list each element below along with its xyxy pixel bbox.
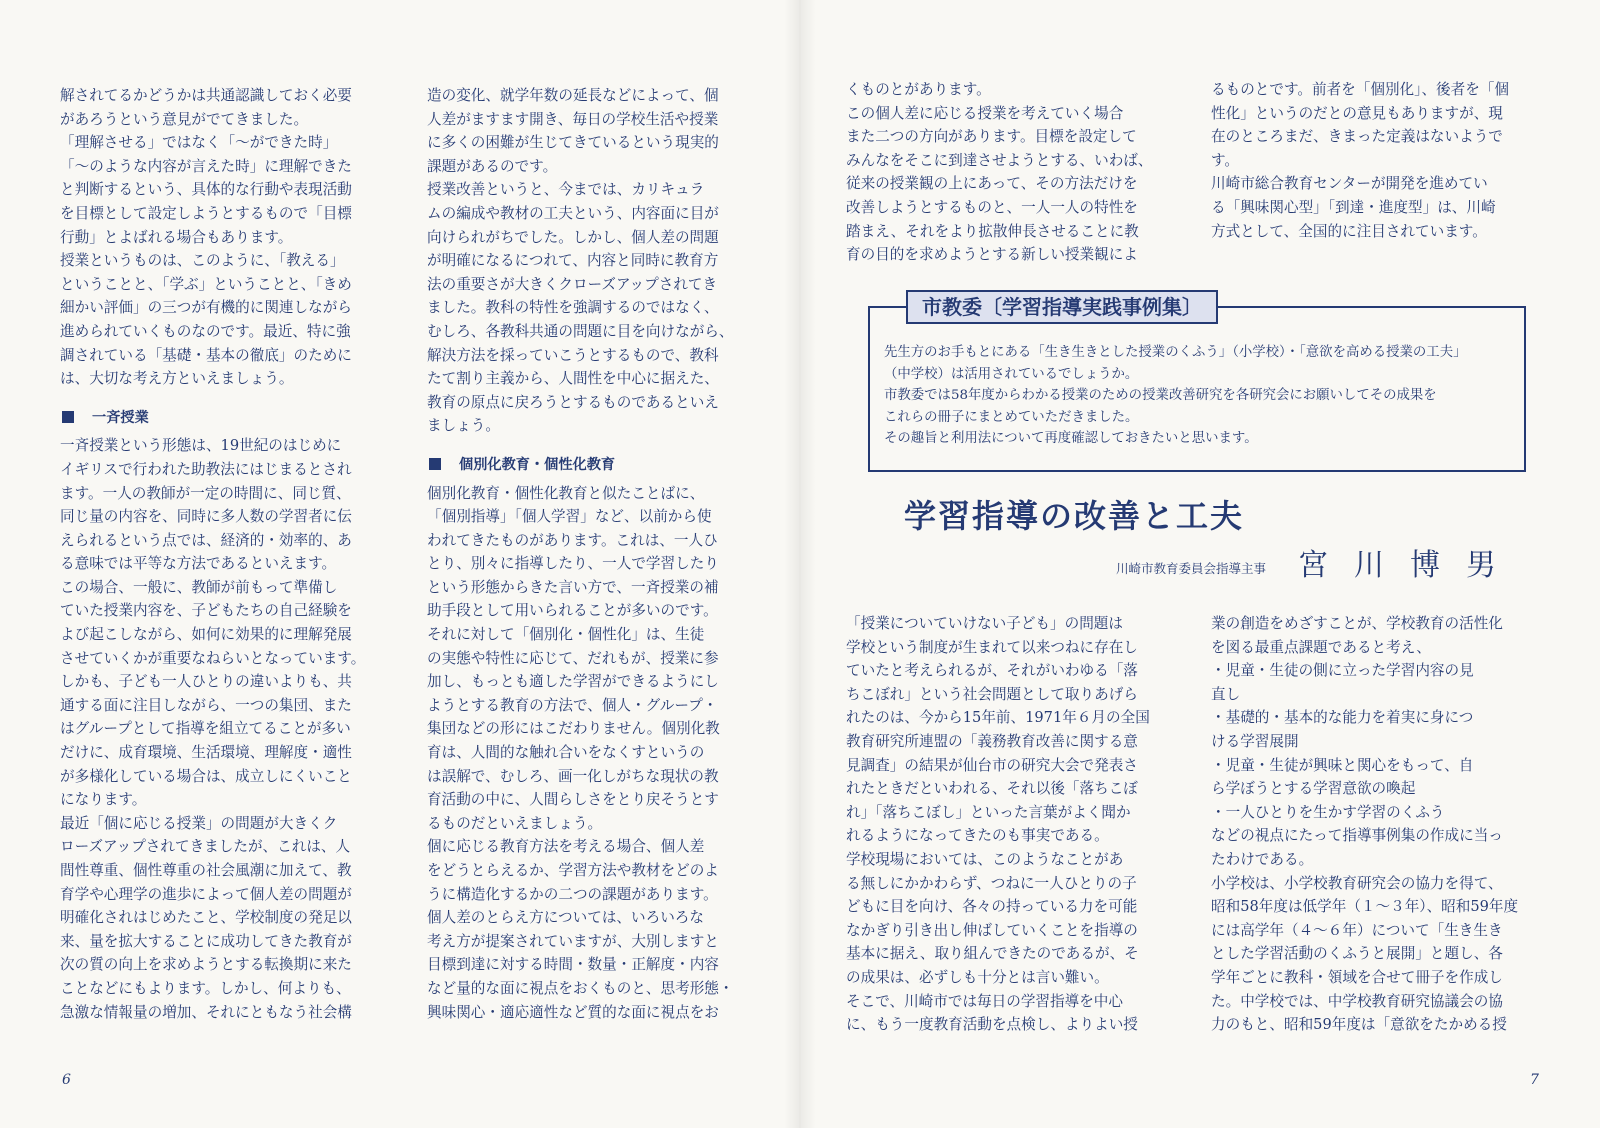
text-line: ・基礎的・基本的な能力を着実に身につ [1211,709,1474,727]
left-page-column-2 [427,84,762,1024]
section-heading-issei: 一斉授業 [60,407,395,431]
text-line: ていたと考えられるが、それがいわゆる「落 [846,662,1138,680]
text-line: だけに、成育環境、生活環境、理解度・適性 [60,744,352,762]
text-line: ける学習展開 [1211,732,1299,750]
text-line: ことなどにもよります。しかし、何よりも、 [60,979,351,997]
text-line: 力のもと、昭和59年度は「意欲をたかめる授 [1211,1016,1507,1034]
text-line: とり、別々に指導したり、一人で学習したり [427,555,719,573]
text-line: が多様化している場合は、成立しにくいこと [60,767,352,785]
text-line: 目標到達に対する時間・数量・正解度・内容 [427,956,719,974]
text-line: ら学ぼうとする学習意欲の喚起 [1211,780,1416,798]
text-line: る無しにかかわらず、つねに一人ひとりの子 [846,874,1137,892]
text-line: ・児童・生徒の側に立った学習内容の見 [1211,662,1474,680]
text-line: うに構造化するかの二つの課題があります。 [427,885,718,903]
text-line: 造の変化、就学年数の延長などによって、個 [427,87,719,104]
text-line: それに対して「個別化・個性化」は、生徒 [427,626,705,644]
section-heading-kobetsuka: 個別化教育・個性化教育 [427,454,762,478]
text-line: ます。一人の教師が一定の時間に、同じ質、 [60,484,351,502]
notice-box-text [884,342,1514,450]
text-line: るものとです。前者を「個別化」、後者を「個 [1211,81,1510,98]
text-line: を目標として設定しようとするもので「目標 [60,204,352,222]
text-line: 助手段として用いられることが多いのです。 [427,602,718,620]
text-line: 「理解させる」ではなく「～ができた時」 [60,134,338,152]
notice-box-title: 市教委〔学習指導実践事例集〕 [906,290,1218,324]
text-line: 学校という制度が生まれて以来つねに存在し [846,638,1138,656]
text-line: 育学や心理学の進歩によって個人差の問題が [60,885,352,903]
text-line: 考え方が提案されていますが、大別しますと [427,932,719,950]
text-line: 細かい評価」の三つが有機的に関連しながら [60,299,352,317]
text-line: る「興味関心型」「到達・進度型」は、川崎 [1211,198,1496,216]
text-line: 教育の原点に戻ろうとするものであるといえ [427,393,719,411]
text-line: をどうとらえるか、学習方法や教材をどのよ [427,862,719,879]
text-line: ローズアップされてきましたが、これは、人 [60,838,351,856]
square-bullet-icon [429,458,441,470]
text-line: の実態や特性に応じて、だれもが、授業に参 [427,649,719,667]
page-number-left: 6 [62,1072,71,1088]
text-line: と判断するという、具体的な行動や表現活動 [60,181,352,199]
text-line: た。中学校では、中学校教育研究協議会の協 [1211,992,1503,1010]
author-role: 川崎市教育委員会指導主事 [1116,561,1267,576]
square-bullet-icon [62,411,74,423]
text-line: ムの編成や教材の工夫という、内容面に目が [427,204,719,222]
text-line: 「授業についていけない子ども」の問題は [846,615,1123,632]
text-line: 通する面に注目しながら、一つの集団、また [60,696,352,714]
article-column-2 [1211,612,1541,1037]
text-line: れるようになってきたのも事実である。 [846,827,1109,845]
text-line: には高学年（４～６年）について「生き生き [1211,921,1503,939]
text-line: 間性尊重、個性尊重の社会風潮に加えて、教 [60,862,352,879]
text-line: 興味関心・適応適性など質的な面に視点をお [427,1003,719,1021]
text-line: 次の質の向上を求めようとする転換期に来た [60,956,352,974]
text-line: 市教委では58年度からわかる授業のための授業改善研究を各研究会にお願いしてその成果を [884,388,1437,403]
text-line: 直し [1211,685,1241,703]
text-line: 法の重要さが大きくクローズアップされてき [427,275,718,293]
text-line: を図る最重点課題であると考え、 [1211,638,1431,656]
text-line: みんなをそこに到達させようとする、いわば、 [846,151,1153,169]
text-line: 育の目的を求めようとする新しい授業観によ [846,246,1138,264]
text-line: ということと、「学ぶ」ということと、「きめ [60,275,352,293]
text-line: ようとする教育の方法で、個人・グループ・ [427,696,718,714]
article-title: 学習指導の改善と工夫 [904,497,1245,535]
text-line: しかも、子ども一人ひとりの違いよりも、共 [60,673,352,691]
text-line: ていた授業内容を、子どもたちの自己経験を [60,602,352,620]
text-line: どもに目を向け、各々の持っている力を可能 [846,898,1138,916]
text-line: ・児童・生徒が興味と関心をもって、自 [1211,756,1474,774]
text-line: 解されてるかどうかは共通認識しておく必要 [60,87,352,104]
text-line: など量的な面に視点をおくものと、思考形態・ [427,979,734,997]
text-line: 集団などの形にはこだわりません。個別化教 [427,720,720,738]
text-line: るものだといえましょう。 [427,814,603,832]
text-line: 「個別指導」「個人学習」など、以前から使 [427,508,712,526]
text-line: 教育研究所連盟の「義務教育改善に関する意 [846,732,1138,750]
text-line: くものとがあります。 [846,81,991,98]
text-line: 在のところまだ、きまった定義はないようで [1211,128,1503,146]
text-line: に、もう一度教育活動を点検し、よりよい授 [846,1016,1138,1034]
text-line: この個人差に応じる授業を考えていく場合 [846,104,1124,122]
text-line: 川崎市総合教育センターが開発を進めてい [1211,175,1488,193]
text-line: 最近「個に応じる授業」の問題が大きくク [60,814,338,832]
text-line: 加し、もっとも適した学習ができるようにし [427,673,719,691]
text-line: 方式として、全国的に注目されています。 [1211,222,1487,240]
text-line: 個人差のとらえ方については、いろいろな [427,909,704,927]
text-line: えられるという点では、経済的・効率的、あ [60,531,352,549]
text-line: 育は、人間的な触れ合いをなくすというの [427,744,705,762]
text-line: はグループとして指導を組立てることが多い [60,720,351,738]
text-line: 従来の授業観の上にあって、その方法だけを [846,175,1138,193]
text-line: 行動」とよばれる場合もあります。 [60,228,293,246]
right-page-column-1 [846,78,1176,267]
text-line: 来、量を拡大することに成功してきた教育が [60,932,352,950]
text-line: れたのは、今から15年前、1971年６月の全国 [846,709,1150,727]
text-line: 改善しようとするものと、一人一人の特性を [846,198,1138,216]
text-line: 業の創造をめざすことが、学校教育の活性化 [1211,615,1503,632]
text-line: よび起こしながら、如何に効果的に理解発展 [60,626,352,644]
author-name: 宮川博男 [1298,548,1522,583]
text-line: 「～のような内容が言えた時」に理解できた [60,157,352,175]
text-line: 解決方法を採っていこうとするもので、教科 [427,346,719,364]
text-line: 一斉授業という形態は、19世紀のはじめに [60,437,342,455]
text-line: そこで、川崎市では毎日の学習指導を中心 [846,992,1123,1010]
text-line: 明確化されはじめたこと、学校制度の発足以 [60,909,352,927]
text-line: 授業というものは、このように、「教える」 [60,252,345,270]
text-line: 踏まえ、それをより拡散伸長させることに教 [846,222,1139,240]
text-line: 性化」というのだとの意見もありますが、現 [1211,104,1503,122]
text-line: （中学校）は活用されているでしょうか。 [884,366,1139,382]
text-line: われてきたものがあります。これは、一人ひ [427,531,718,549]
text-line: 学年ごとに教科・領域を合せて冊子を作成し [1211,968,1503,986]
text-line: などの視点にたって指導事例集の作成に当っ [1211,827,1503,845]
text-line: になります。 [60,791,147,809]
text-line: ました。教科の特性を強調するのではなく、 [427,299,719,317]
text-line: 進められていくものなのです。最近、特に強 [60,322,351,340]
text-line: ましょう。 [427,417,500,435]
text-line: とした学習活動のくふうと展開」と題し、各 [1211,945,1503,963]
text-line: 急激な情報量の増加、それにともなう社会構 [60,1003,352,1021]
text-line: これらの冊子にまとめていただきました。 [884,409,1139,425]
page-number-right: 7 [1530,1072,1539,1088]
text-line: の成果は、必ずしも十分とは言い難い。 [846,968,1109,986]
text-line: 調されている「基礎・基本の徹底」のために [60,346,352,364]
text-line: なかぎり引き出し伸ばしていくことを指導の [846,921,1138,939]
text-line: 向けられがちでした。しかし、個人差の問題 [427,228,719,246]
right-page-column-2 [1211,78,1541,243]
text-line: イギリスで行われた助教法にはじまるとされ [60,460,352,478]
text-line: この場合、一般に、教師が前もって準備し [60,578,338,596]
text-line: す。 [1211,151,1240,169]
text-line: また二つの方向があります。目標を設定して [846,128,1137,146]
text-line: は、大切な考え方といえましょう。 [60,370,294,388]
text-line: 先生方のお手もとにある「生き生きとした授業のくふう」（小学校）・「意欲を高める授業の工夫」 [884,345,1467,360]
text-line: れたときだといわれる、それ以後「落ちこぼ [846,780,1138,798]
text-line: 課題があるのです。 [427,157,558,175]
text-line: 小学校は、小学校教育研究会の協力を得て、 [1211,874,1503,892]
text-line: 学校現場においては、このようなことがあ [846,850,1124,868]
text-line: ちこぼれ」という社会問題として取りあげら [846,685,1138,703]
left-page-column-1 [60,84,395,1024]
text-line: る意味では平等な方法であるといえます。 [60,555,337,573]
article-column-1 [846,612,1176,1037]
text-line: に多くの困難が生じてきているという現実的 [427,134,719,152]
text-line: 授業改善というと、今までは、カリキュラ [427,181,705,199]
text-line: 個に応じる教育方法を考える場合、個人差 [427,838,705,856]
page-gutter [784,0,816,1128]
text-line: たわけである。 [1211,850,1314,868]
text-line: むしろ、各教科共通の問題に目を向けながら、 [427,322,734,340]
text-line: ・一人ひとりを生かす学習のくふう [1211,803,1445,821]
text-line: 育活動の中に、人間らしさをとり戻そうとす [427,791,719,809]
text-line: 基本に据え、取り組んできたのであるが、そ [846,945,1139,963]
text-line: があろうという意見がでてきました。 [60,110,309,128]
text-line: させていくかが重要なねらいとなっています。 [60,649,366,667]
text-line: 昭和58年度は低学年（１～３年）、昭和59年度 [1211,898,1519,916]
text-line: 人差がますます開き、毎日の学校生活や授業 [427,110,719,128]
text-line: 見調査」の結果が仙台市の研究大会で発表さ [846,756,1138,774]
text-line: が明確になるにつれて、内容と同時に教育方 [427,252,719,270]
text-line: その趣旨と利用法について再度確認しておきたいと思います。 [884,431,1258,446]
text-line: たて割り主義から、人間性を中心に据えた、 [427,370,719,388]
text-line: 個別化教育・個性化教育と似たことばに、 [427,484,705,502]
text-line: 同じ量の内容を、同時に多人数の学習者に伝 [60,508,352,526]
text-line: という形態からきた言い方で、一斉授業の補 [427,578,719,596]
text-line: れ」「落ちこぼし」といった言葉がよく聞か [846,803,1131,821]
text-line: は誤解で、むしろ、画一化しがちな現状の教 [427,767,719,785]
